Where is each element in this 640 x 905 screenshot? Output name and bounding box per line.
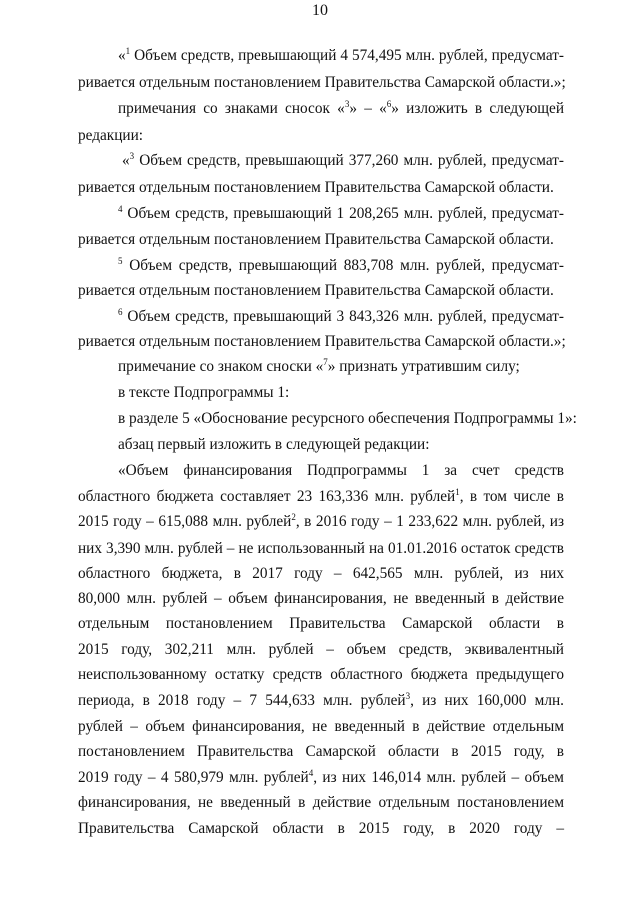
text-line: них 3,390 млн. рублей – не использованный на 01.01.2016 остаток средств: [78, 540, 564, 557]
text-line: $^5$ Объем средств, превышающий 883,708 млн. рублей, предусмат-: [118, 256, 564, 274]
text-line: в тексте Подпрограммы 1:: [118, 384, 290, 401]
text-line: периода, в 2018 году – 7 544,633 млн. рублей$^3$, из них 160,000 млн.: [78, 691, 564, 709]
text-line: 80,000 млн. рублей – объем финансирования, не введенный в действие: [78, 590, 564, 607]
text-line: «$^3$ Объем средств, превышающий 377,260 млн. рублей, предусмат-: [122, 151, 564, 169]
text-line: 2015 году – 615,088 млн. рублей$^2$, в 2016 году – 1 233,622 млн. рублей, из: [78, 512, 564, 530]
page-number: 10: [312, 2, 328, 19]
text-line: $^6$ Объем средств, превышающий 3 843,326 млн. рублей, предусмат-: [118, 307, 564, 325]
text-line: ривается отдельным постановлением Правительства Самарской области.»;: [78, 333, 566, 350]
text-line: абзац первый изложить в следующей редакции:: [118, 436, 430, 453]
text-line: ривается отдельным постановлением Правительства Самарской области.»;: [78, 74, 566, 91]
text-line: «$^1$ Объем средств, превышающий 4 574,495 млн. рублей, предусмат-: [118, 46, 564, 64]
text-line: ривается отдельным постановлением Правительства Самарской области.: [78, 282, 554, 299]
text-line: 2015 году, 302,211 млн. рублей – объем средств, эквивалентный: [78, 641, 564, 658]
text-line: рублей – объем финансирования, не введенный в действие отдельным: [78, 718, 564, 735]
text-line: редакции:: [78, 127, 144, 144]
text-line: отдельным постановлением Правительства Самарской области в: [78, 615, 564, 632]
text-line: финансирования, не введенный в действие отдельным постановлением: [78, 794, 564, 811]
text-line: 2019 году – 4 580,979 млн. рублей$^4$, из них 146,014 млн. рублей – объем: [78, 768, 564, 786]
text-line: областного бюджета, в 2017 году – 642,565 млн. рублей, из них: [78, 565, 564, 582]
text-line: неиспользованному остатку средств областного бюджета предыдущего: [78, 666, 564, 683]
text-line: «Объем финансирования Подпрограммы 1 за счет средств: [118, 462, 564, 479]
text-line: в разделе 5 «Обоснование ресурсного обеспечения Подпрограммы 1»:: [118, 410, 577, 427]
text-line: примечание со знаком сноски «$^7$» признать утратившим силу;: [118, 357, 520, 375]
text-line: $^4$ Объем средств, превышающий 1 208,265 млн. рублей, предусмат-: [118, 204, 564, 222]
text-line: ривается отдельным постановлением Правительства Самарской области.: [78, 179, 554, 196]
text-line: примечания со знаками сносок «$^3$» – «$^6$» изложить в следующей: [118, 99, 565, 117]
text-line: ривается отдельным постановлением Правительства Самарской области.: [78, 231, 554, 248]
text-line: областного бюджета составляет 23 163,336 млн. рублей$^1$, в том числе в: [78, 487, 564, 505]
text-line: Правительства Самарской области в 2015 году, в 2020 году –: [78, 820, 564, 837]
text-line: постановлением Правительства Самарской области в 2015 году, в: [78, 743, 564, 760]
